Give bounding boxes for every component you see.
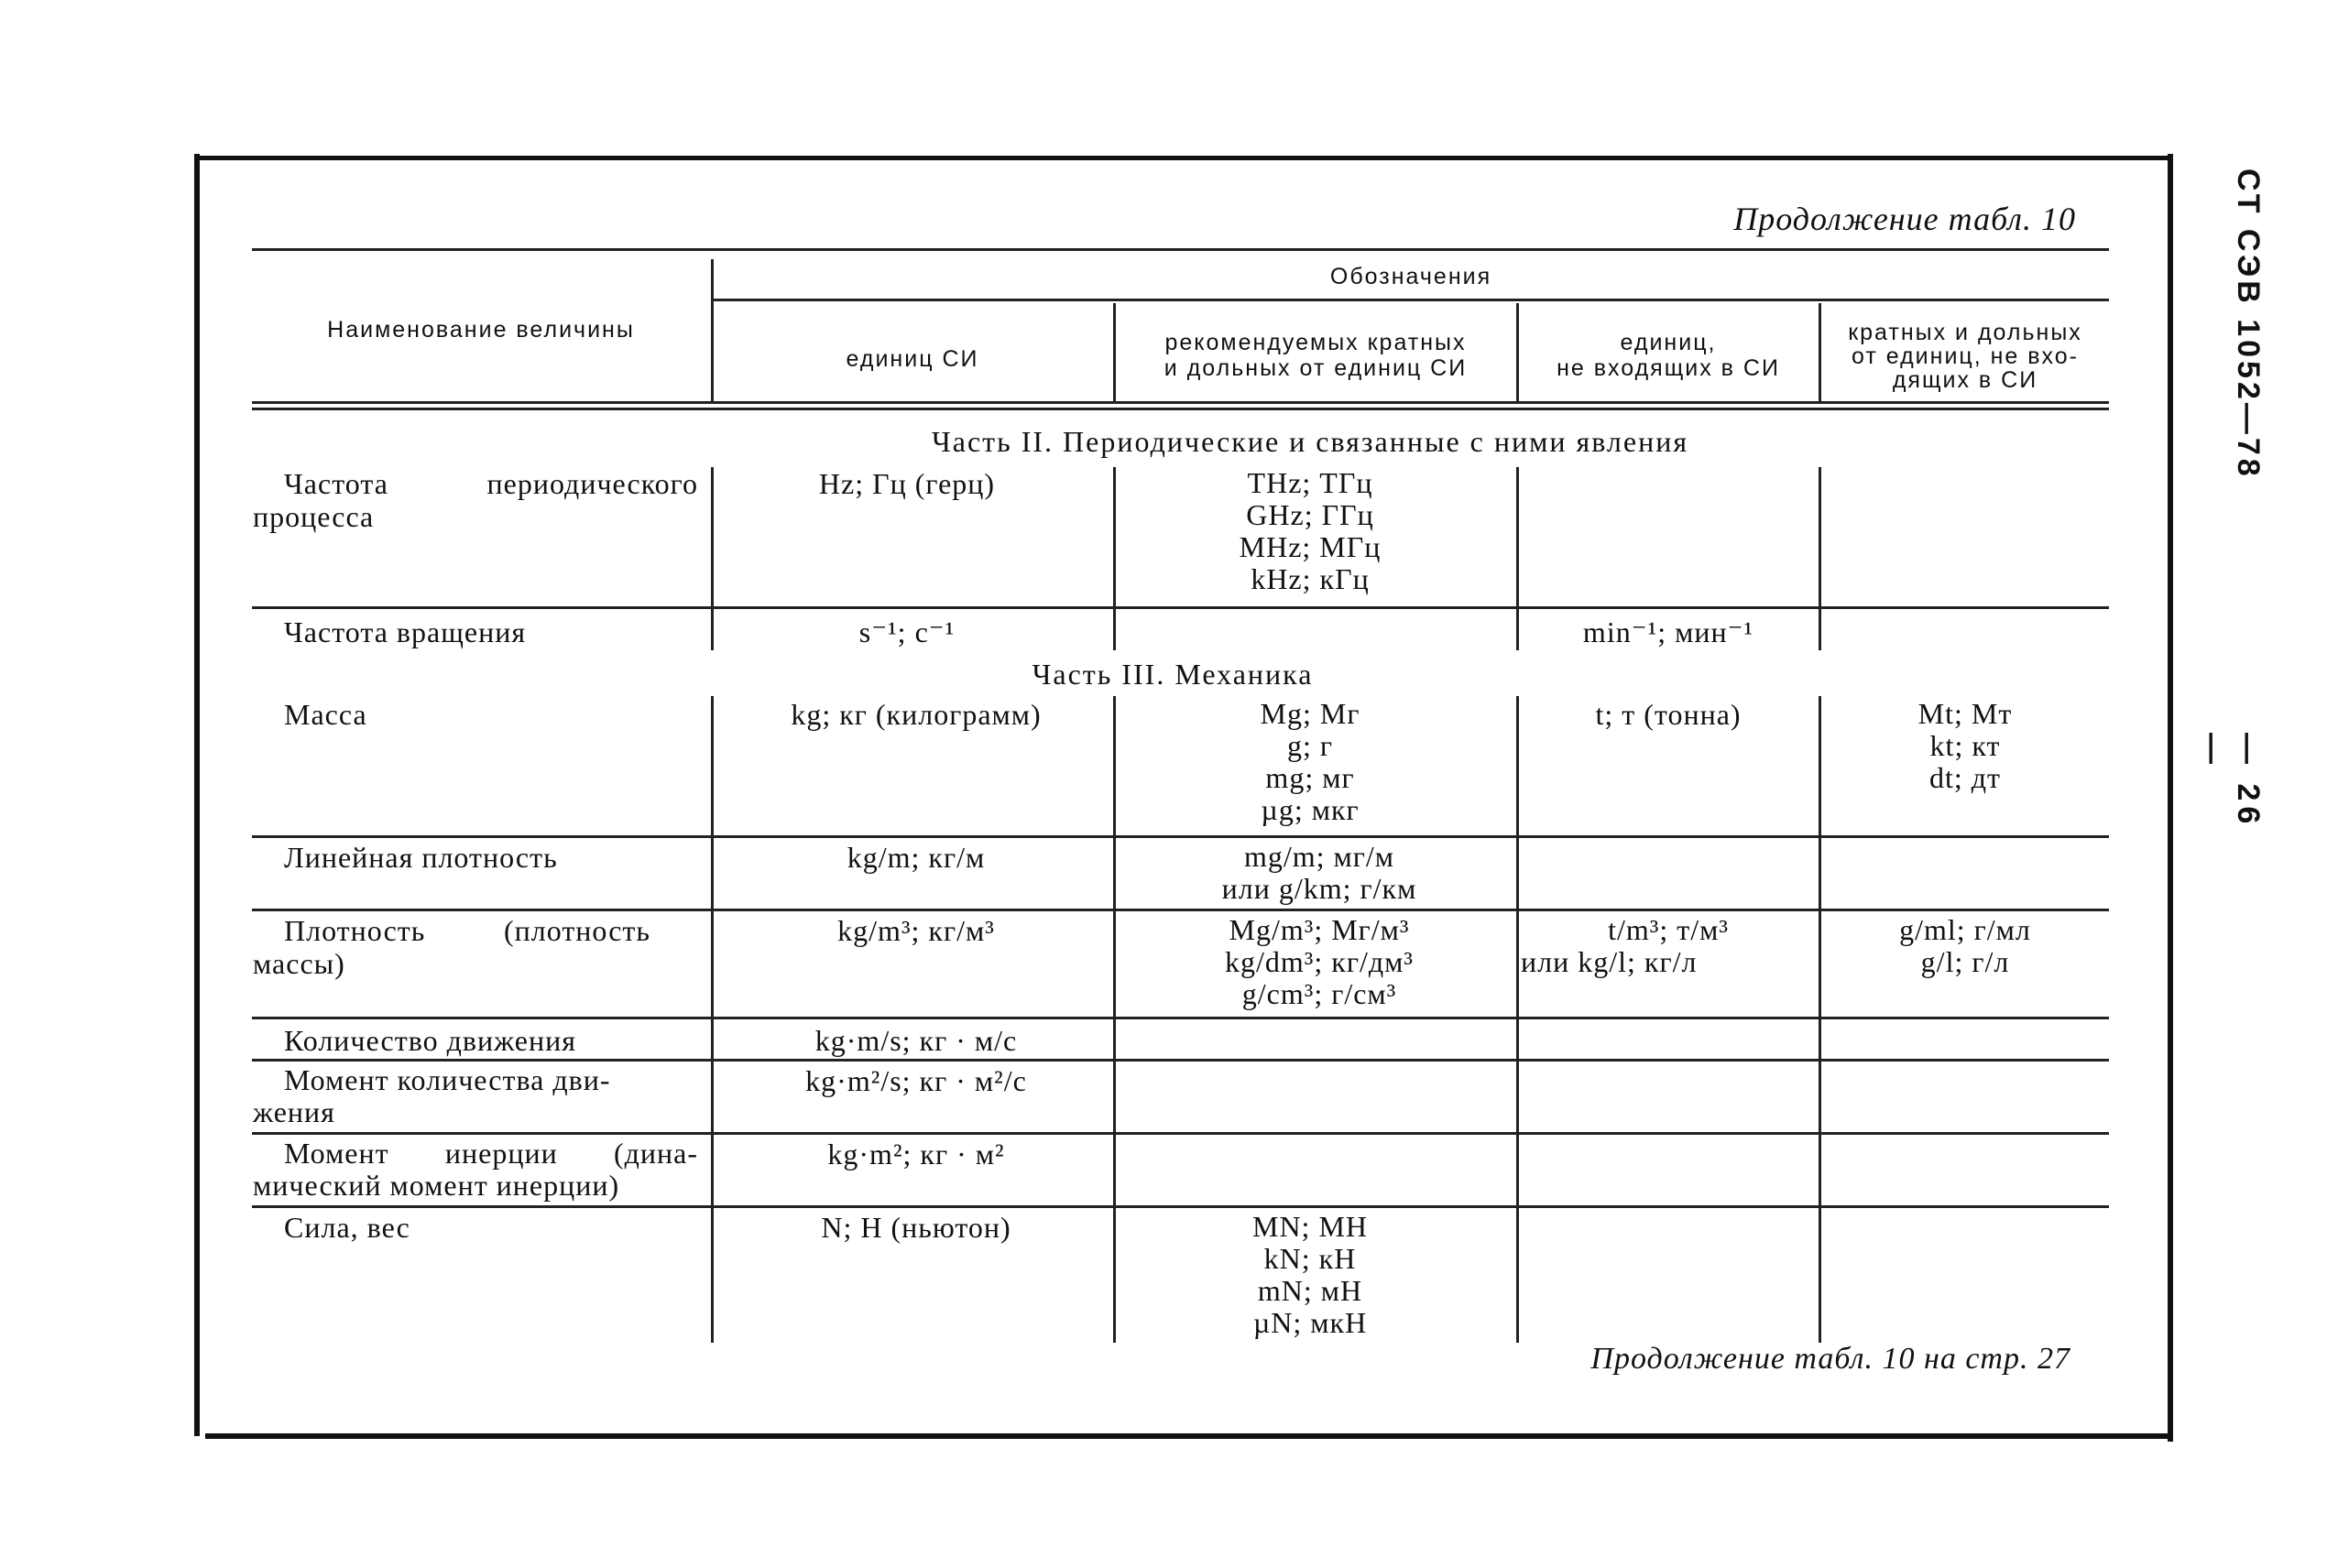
row-non-si-mass: t; т (тонна): [1595, 698, 1742, 731]
header-bottom-rule-2: [252, 408, 2109, 410]
row-non-si-rotation: min⁻¹; мин⁻¹: [1582, 615, 1754, 648]
section-title-part3: Часть III. Механика: [1032, 658, 1314, 691]
header-bottom-rule: [252, 401, 2109, 404]
row-name-force: Сила, вес: [284, 1211, 410, 1244]
row-rule-3: [252, 835, 2109, 838]
row-rule-7: [252, 1132, 2109, 1135]
header-col-divider-4: [1819, 303, 1821, 404]
row-recommended-density: Mg/m³; Мг/м³ kg/dm³; кг/дм³ g/cm³; г/см³: [1225, 913, 1414, 1010]
frame-bottom-border: [205, 1433, 2173, 1439]
row-si-mass: kg; кг (килограмм): [791, 698, 1042, 731]
header-recommended-multiples: рекомендуемых кратных и дольных от единиц СИ: [1164, 330, 1468, 381]
row-non-si-multiples-mass: Mt; Мт kt; кт dt; дт: [1917, 697, 2013, 794]
row-name-frequency: Частота периодического процесса: [253, 467, 698, 533]
header-non-si-units: единиц, не входящих в СИ: [1557, 330, 1780, 381]
body-col-divider-3b: [1516, 696, 1519, 1343]
row-si-density: kg/m³; кг/м³: [837, 914, 995, 947]
body-col-divider-1a: [711, 467, 714, 650]
row-si-momentum: kg·m/s; кг · м/с: [814, 1024, 1018, 1057]
header-quantity-name: Наименование величины: [327, 317, 635, 343]
body-col-divider-3a: [1516, 467, 1519, 650]
row-recommended-frequency: THz; ТГц GHz; ГГц MHz; МГц kHz; кГц: [1239, 466, 1382, 595]
header-col-divider-1: [711, 259, 714, 404]
row-name-rotation: Частота вращения: [284, 615, 527, 648]
body-col-divider-4a: [1819, 467, 1821, 650]
body-col-divider-4b: [1819, 696, 1821, 1343]
designations-rule: [713, 299, 2109, 301]
table-continuation-footer: Продолжение табл. 10 на стр. 27: [1590, 1342, 2070, 1376]
row-name-inertia-word3: (дина-: [613, 1137, 698, 1170]
row-name-inertia-word1: Момент: [284, 1137, 389, 1170]
row-recommended-linear-density: mg/m; мг/м или g/km; г/км: [1221, 840, 1417, 905]
row-rule-1: [252, 606, 2109, 609]
row-si-force: N; Н (ньютон): [821, 1211, 1011, 1244]
row-non-si-density: t/m³; т/м³ или kg/l; кг/л: [1521, 913, 1729, 978]
row-name-linear-density: Линейная плотность: [284, 841, 558, 874]
standard-code: СТ СЭВ 1052—78: [2231, 169, 2266, 480]
row-name-moment-of-inertia: Момент инерции (дина- мический момент инерции): [253, 1137, 698, 1202]
frame-top-border: [194, 156, 2173, 160]
row-name-density-word2: (плотность: [503, 914, 650, 947]
body-col-divider-2b: [1113, 696, 1116, 1343]
body-col-divider-2a: [1113, 467, 1116, 650]
row-name-frequency-word2: периодического: [486, 467, 698, 500]
row-si-angular-momentum: kg·m²/s; кг · м²/с: [805, 1064, 1027, 1097]
row-rule-8: [252, 1205, 2109, 1208]
row-non-si-multiples-density: g/ml; г/мл g/l; г/л: [1899, 913, 2031, 978]
row-rule-6: [252, 1059, 2109, 1062]
row-si-rotation: s⁻¹; с⁻¹: [858, 615, 956, 648]
frame-right-border: [2168, 154, 2173, 1442]
header-non-si-multiples: кратных и дольных от единиц, не вхо- дящих в СИ: [1848, 320, 2082, 393]
header-designations: Обозначения: [1329, 264, 1492, 289]
header-si-units: единиц СИ: [846, 346, 979, 372]
frame-left-border: [194, 154, 200, 1436]
table-continuation-heading: Продолжение табл. 10: [1733, 201, 2076, 237]
row-name-frequency-word1: Частота: [284, 467, 388, 500]
row-rule-5: [252, 1017, 2109, 1019]
row-rule-4: [252, 909, 2109, 911]
row-name-momentum: Количество движения: [284, 1024, 576, 1057]
row-name-angular-momentum: Момент количества дви- жения: [253, 1063, 611, 1128]
row-si-moment-of-inertia: kg·m²; кг · м²: [827, 1138, 1005, 1171]
row-name-density: Плотность (плотность массы): [253, 914, 650, 980]
page-number: — 26 —: [2195, 733, 2266, 830]
row-name-density-word1: Плотность: [284, 914, 426, 947]
section-title-part2: Часть II. Периодические и связанные с ними явления: [931, 425, 1689, 458]
row-name-mass: Масса: [284, 698, 367, 731]
row-name-inertia-word2: инерции: [444, 1137, 558, 1170]
row-si-frequency: Hz; Гц (герц): [818, 467, 996, 500]
header-col-divider-3: [1516, 303, 1519, 404]
row-recommended-force: MN; МН kN; кН mN; мН µN; мкН: [1251, 1210, 1368, 1339]
row-si-linear-density: kg/m; кг/м: [847, 841, 986, 874]
header-col-divider-2: [1113, 303, 1116, 404]
row-recommended-mass: Mg; Мг g; г mg; мг µg; мкг: [1260, 697, 1360, 826]
table-top-rule: [252, 248, 2109, 251]
body-col-divider-1b: [711, 696, 714, 1343]
